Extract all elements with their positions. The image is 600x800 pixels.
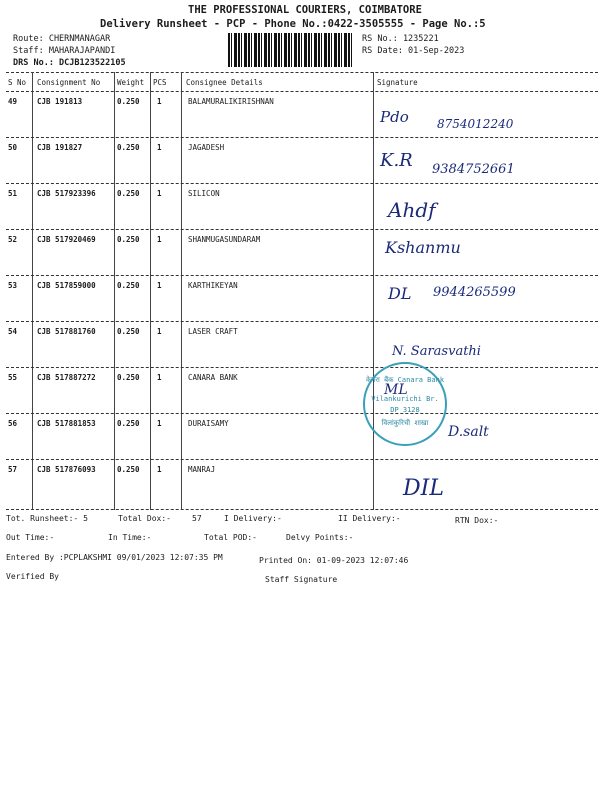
- row-weight: 0.250: [117, 235, 140, 244]
- verified-by: Verified By: [6, 572, 59, 581]
- row-consignee: KARTHIKEYAN: [188, 281, 238, 290]
- row-sno: 55: [8, 373, 18, 382]
- col-header-signature: Signature: [377, 78, 418, 87]
- row-pcs: 1: [157, 465, 162, 474]
- row-consignee: MANRAJ: [188, 465, 216, 474]
- stamp-line: विलांकुरिची शाखा: [381, 419, 429, 427]
- runsheet-subtitle: Delivery Runsheet - PCP - Phone No.:0422-3505555 - Page No.:5: [100, 18, 486, 30]
- entered-by: Entered By :PCPLAKSHMI 09/01/2023 12:07:35 PM: [6, 553, 223, 562]
- col-header-sno: S No: [8, 78, 27, 87]
- row-sno: 49: [8, 97, 18, 106]
- row-consignee: SILICON: [188, 189, 220, 198]
- row-weight: 0.250: [117, 465, 140, 474]
- row-consignee: DURAISAMY: [188, 419, 229, 428]
- col-header-weight: Weight: [117, 78, 145, 87]
- row-weight: 0.250: [117, 281, 140, 290]
- company-title: THE PROFESSIONAL COURIERS, COIMBATORE: [188, 4, 422, 16]
- printed-on: Printed On: 01-09-2023 12:07:46: [259, 556, 409, 565]
- row-weight: 0.250: [117, 143, 140, 152]
- in-time: In Time:-: [108, 533, 152, 542]
- row-pcs: 1: [157, 143, 162, 152]
- col-header-consignment: Consignment No: [37, 78, 101, 87]
- row-consignment: CJB 191813: [37, 97, 83, 106]
- row-divider: [6, 183, 598, 184]
- row-sno: 57: [8, 465, 18, 474]
- row-consignment: CJB 517923396: [37, 189, 96, 198]
- row-sno: 51: [8, 189, 18, 198]
- row-signature-phone: 9384752661: [432, 162, 515, 177]
- row-signature: Ahdf: [388, 198, 436, 222]
- out-time: Out Time:-: [6, 533, 55, 542]
- row-signature: N. Sarasvathi: [392, 344, 481, 359]
- rtn-dox: RTN Dox:-: [455, 516, 499, 525]
- row-consignee: JAGADESH: [188, 143, 225, 152]
- row-divider: [6, 367, 598, 368]
- row-signature-phone: 8754012240: [437, 117, 514, 131]
- row-weight: 0.250: [117, 419, 140, 428]
- delvy-points: Delvy Points:-: [286, 533, 354, 542]
- row-consignee: BALAMURALIKIRISHNAN: [188, 97, 274, 106]
- row-signature: D.salt: [448, 424, 489, 440]
- row-consignment: CJB 517887272: [37, 373, 96, 382]
- row-consignment: CJB 517876093: [37, 465, 96, 474]
- row-signature: Kshanmu: [385, 238, 461, 257]
- rs-date: RS Date: 01-Sep-2023: [362, 46, 465, 56]
- row-consignment: CJB 517881760: [37, 327, 96, 336]
- row-signature: ML: [384, 382, 408, 398]
- col-header-consignee: Consignee Details: [186, 78, 263, 87]
- row-consignment: CJB 517920469: [37, 235, 96, 244]
- rs-number: RS No.: 1235221: [362, 34, 439, 44]
- row-divider: [6, 229, 598, 230]
- row-sno: 50: [8, 143, 18, 152]
- row-signature: Pdo: [380, 108, 409, 126]
- row-pcs: 1: [157, 419, 162, 428]
- row-consignee: SHANMUGASUNDARAM: [188, 235, 261, 244]
- row-pcs: 1: [157, 281, 162, 290]
- row-signature: DIL: [403, 476, 444, 501]
- barcode: [228, 33, 354, 67]
- row-consignment: CJB 517859000: [37, 281, 96, 290]
- row-signature: K.R: [380, 150, 413, 171]
- row-pcs: 1: [157, 97, 162, 106]
- row-sno: 54: [8, 327, 18, 336]
- row-divider: [6, 321, 598, 322]
- row-divider: [6, 413, 598, 414]
- total-dox-label: Total Dox:-: [118, 514, 171, 523]
- row-pcs: 1: [157, 189, 162, 198]
- route-label: Route: CHERNMANAGAR: [13, 34, 111, 44]
- row-consignment: CJB 191827: [37, 143, 83, 152]
- drs-number: DRS No.: DCJB123522105: [13, 58, 126, 68]
- row-divider: [6, 137, 598, 138]
- total-pod: Total POD:-: [204, 533, 257, 542]
- stamp-line: DP 3128: [390, 406, 420, 414]
- table-header-rule: [6, 91, 598, 92]
- staff-signature: Staff Signature: [265, 575, 338, 584]
- col-header-pcs: PCS: [153, 78, 167, 87]
- row-sno: 52: [8, 235, 18, 244]
- row-pcs: 1: [157, 373, 162, 382]
- row-weight: 0.250: [117, 97, 140, 106]
- bank-stamp: [363, 362, 447, 446]
- i-delivery: I Delivery:-: [224, 514, 282, 523]
- row-divider: [6, 459, 598, 460]
- stamp-line: Vilankurichi Br.: [371, 395, 439, 403]
- tot-runsheet: Tot. Runsheet:- 5: [6, 514, 88, 523]
- stamp-line: केनरा बैंक Canara Bank: [365, 376, 445, 384]
- staff-label: Staff: MAHARAJAPANDI: [13, 46, 116, 56]
- row-weight: 0.250: [117, 189, 140, 198]
- row-signature: DL: [388, 284, 412, 303]
- row-weight: 0.250: [117, 373, 140, 382]
- ii-delivery: II Delivery:-: [338, 514, 401, 523]
- table-bottom-rule: [6, 509, 598, 510]
- total-dox-value: 57: [192, 514, 202, 523]
- table-top-rule: [6, 72, 598, 73]
- row-divider: [6, 275, 598, 276]
- row-sno: 56: [8, 419, 18, 428]
- row-consignment: CJB 517881853: [37, 419, 96, 428]
- row-consignee: LASER CRAFT: [188, 327, 238, 336]
- row-weight: 0.250: [117, 327, 140, 336]
- row-pcs: 1: [157, 327, 162, 336]
- row-pcs: 1: [157, 235, 162, 244]
- row-sno: 53: [8, 281, 18, 290]
- row-consignee: CANARA BANK: [188, 373, 238, 382]
- row-signature-phone: 9944265599: [433, 285, 516, 300]
